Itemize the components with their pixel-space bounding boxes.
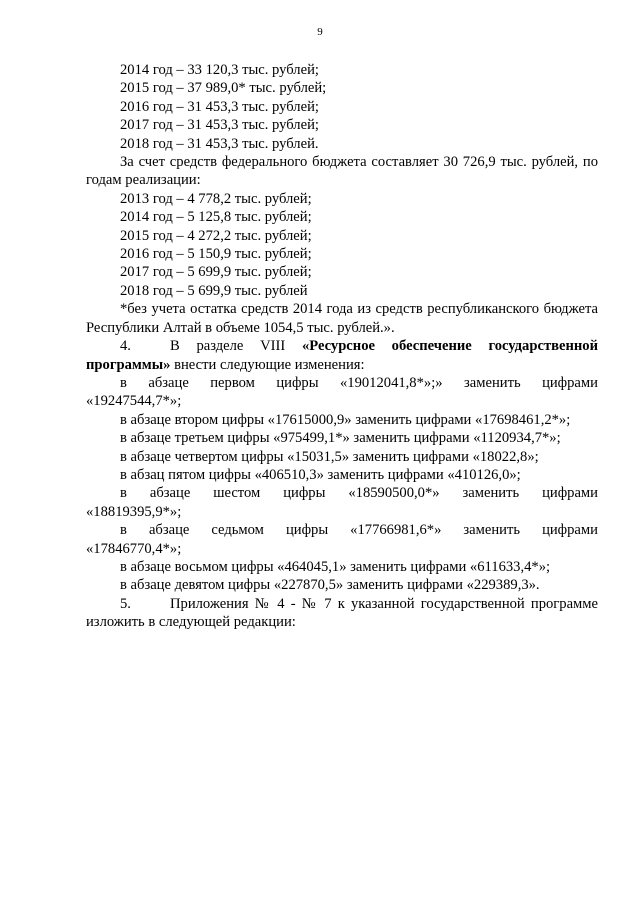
document-body [86,61,598,632]
budget-line: 2016 год – 5 150,9 тыс. рублей; [120,246,312,263]
amendment-line-continuation: «19247544,7*»; [86,393,182,410]
budget-line: 2013 год – 4 778,2 тыс. рублей; [120,190,312,207]
item-number: 5. [120,595,131,612]
amendment-line: в абзаце четвертом цифры «15031,5» заменить цифрами «18022,8»; [120,448,539,465]
item-number: 4. [120,338,131,355]
amendment-line: в абзаце восьмом цифры «464045,1» заменить цифрами «611633,4*»; [120,558,551,575]
footnote: *без учета остатка средств 2014 года из средств республиканского бюджета Республики Алтай в объеме 1054,5 тыс. рублей.». [86,301,598,336]
budget-line: 2018 год – 5 699,9 тыс. рублей [120,282,308,299]
budget-line: 2014 год – 5 125,8 тыс. рублей; [120,209,312,226]
budget-line: 2015 год – 4 272,2 тыс. рублей; [120,227,312,244]
amendment-line: в абзаце шестом цифры «18590500,0*» заменить цифрами [120,485,598,502]
amendment-line-continuation: «18819395,9*»; [86,503,182,520]
budget-line: 2017 год – 31 453,3 тыс. рублей; [120,117,319,134]
federal-budget-paragraph: За счет средств федерального бюджета составляет 30 726,9 тыс. рублей, по годам реализации: [86,154,598,189]
budget-line: 2018 год – 31 453,3 тыс. рублей. [120,135,319,152]
item-4-paragraph: 4. В разделе VIII «Ресурсное обеспечение государственной программы» внести следующие изменения: [86,338,598,373]
budget-list-republican [86,61,598,153]
item-5-paragraph: 5. Приложения № 4 - № 7 к указанной государственной программе изложить в следующей редакции: [86,595,598,631]
amendment-line-continuation: «17846770,4*»; [86,540,182,557]
budget-list-federal [86,190,598,300]
page-number: 9 [317,26,323,38]
section-title: «Ресурсное обеспечение государственной программы» [86,338,598,373]
budget-line: 2017 год – 5 699,9 тыс. рублей; [120,264,312,281]
amendment-line: в абзаце девятом цифры «227870,5» заменить цифрами «229389,3». [120,577,540,594]
amendment-line: в абзаце третьем цифры «975499,1*» заменить цифрами «1120934,7*»; [120,430,561,447]
budget-line: 2016 год – 31 453,3 тыс. рублей; [120,98,319,115]
amendment-lines-group-b [86,558,598,595]
amendment-paragraph-7 [86,521,598,558]
amendment-lines-group-a [86,411,598,485]
amendment-paragraph-1 [86,374,598,411]
budget-line: 2015 год – 37 989,0* тыс. рублей; [120,80,327,97]
budget-line: 2014 год – 33 120,3 тыс. рублей; [120,62,319,78]
amendment-line: в абзаце первом цифры «19012041,8*»;» заменить цифрами [120,374,598,391]
amendment-line: в абзаце втором цифры «17615000,9» заменить цифрами «17698461,2*»; [120,411,571,428]
amendment-paragraph-6 [86,484,598,521]
amendment-line: в абзац пятом цифры «406510,3» заменить цифрами «410126,0»; [120,466,521,483]
amendment-line: в абзаце седьмом цифры «17766981,6*» заменить цифрами [120,522,598,539]
